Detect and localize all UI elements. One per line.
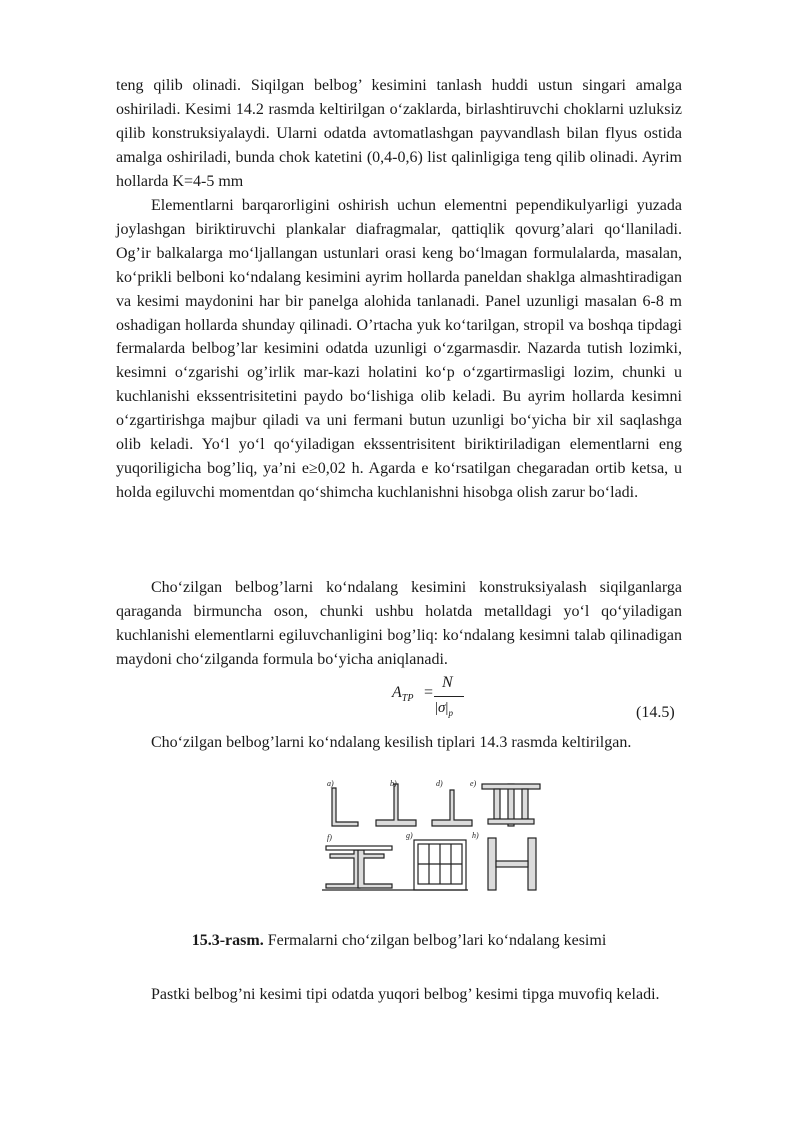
section-b-tee xyxy=(376,784,416,826)
paragraph-4: Cho‘zilgan belbog’larni ko‘ndalang kesilish tiplari 14.3 rasmda keltirilgan. xyxy=(151,734,632,751)
figure-caption xyxy=(116,932,682,950)
label-d: d) xyxy=(436,779,443,788)
label-a: a) xyxy=(327,779,334,788)
paragraph-3: Cho‘zilgan belbog’larni ko‘ndalang kesimini konstruksiyalash siqilganlarga qaraganda birmuncha oson, chunki ushbu holatda metalldagi yo‘l qo‘yiladigan kuchlanishi elementlarni egiluvchanligini bog’liq: ko‘ndalang kesimni talab qilinadigan maydoni cho‘zilganda formula bo‘yicha aniqlanadi. xyxy=(116,579,682,668)
fraction-bar xyxy=(434,696,464,697)
section-f-channels xyxy=(326,846,392,888)
section-g-channels-grid xyxy=(414,840,466,890)
section-h-wide-flange xyxy=(488,838,536,890)
label-g: g) xyxy=(406,831,413,840)
caption-text: Fermalarni cho‘zilgan belbog’lari ko‘ndalang kesimi xyxy=(263,932,607,949)
formula-numerator: N xyxy=(442,674,453,691)
paragraph-1: teng qilib olinadi. Siqilgan belbog’ kesimini tanlash huddi ustun singari amalga oshiriladi. Kesimi 14.2 rasmda keltirilgan o‘zaklarda, birlashtiruvchi choklarni uzluksiz qilib konstruksiyalaydi. Ularni odatda avtomatlashgan payvandlash bilan flyus ostida amalga oshiriladi, bunda chok katetini (0,4-0,6) list qalinligiga teng qilib olinadi. Ayrim hollarda K=4-5 mm xyxy=(116,77,682,190)
label-b: b) xyxy=(390,779,397,788)
section-a-angle xyxy=(332,788,358,826)
label-f: f) xyxy=(327,833,332,842)
figure-cross-sections xyxy=(318,776,550,894)
paragraph-2: Elementlarni barqarorligini oshirish uchun elementni pependikulyarligi yuzada joylashgan biriktiruvchi plankalar diafragmalar, qattiqlik qovurg’alari qo‘llaniladi. Og’ir balkalarga mo‘ljallangan ustunlari orasi keng bo‘lmagan formulalarda, masalan, ko‘prikli belboni ko‘ndalang kesimini ayrim hollarda paneldan shaklga almashtiradigan va kesimi maydonini har bir panelga alohida tanlanadi. Panel uzunligi masalan 6-8 m oshadigan hollarda shunday qilinadi. O’rtacha yuk ko‘tarilgan, stropil va boshqa tipdagi fermalarda belbog’lar kesimini odatda uzunligi o‘zgarmasdir. Nazarda tutish lozimki, kesimni o‘zgarishi og’irlik mar-kazi holatini ko‘p o‘zgartirmasligi lozim, chunki u kuchlanishi ekssentrisitetini paydo bo‘lishiga olib keladi. Bu ayrim hollarda kesimni o‘zgartirishga majbur qiladi va uni fermani butun uzunligi bo‘yicha bir xil saqlashga olib keladi. Yo‘l yo‘l qo‘yiladigan ekssentrisitent biriktiriladigan elementlarni eng yuqoriligicha bog’liq, ya’ni e≥0,02 h. Agarda e ko‘rsatilgan chegaradan ortib ketsa, u holda egiluvchi momentdan qo‘shimcha kuchlanishni hisobga olish zarur bo‘ladi. xyxy=(116,197,682,501)
formula-equals: = xyxy=(424,684,434,701)
label-h: h) xyxy=(472,831,479,840)
equation-number: (14.5) xyxy=(636,704,675,721)
cross-sections-drawing xyxy=(318,776,550,894)
formula-denominator: $|\sigma|_p$ xyxy=(435,700,453,718)
formula-lhs: $A_{TP}$ xyxy=(392,684,414,705)
label-e: e) xyxy=(470,779,477,788)
section-d-angles xyxy=(432,790,472,826)
caption-label: 15.3-rasm. xyxy=(191,932,264,949)
section-e-built-up xyxy=(482,784,540,826)
formula-14-5 xyxy=(380,674,500,724)
paragraph-5: Pastki belbog’ni kesimi tipi odatda yuqori belbog’ kesimi tipga muvofiq keladi. xyxy=(151,986,660,1003)
